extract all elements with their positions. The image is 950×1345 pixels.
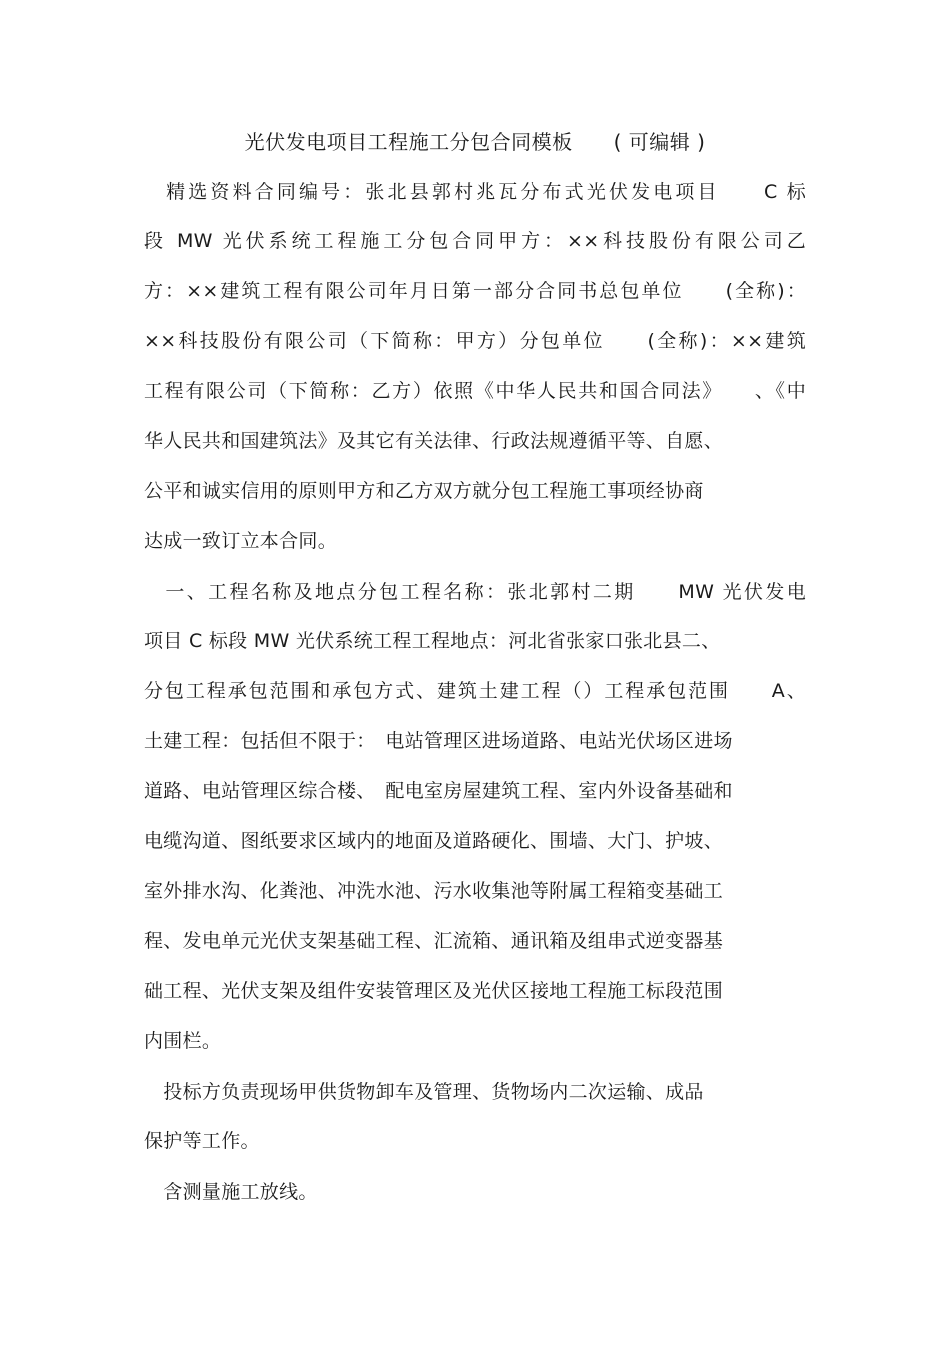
text-line: 道路、电站管理区综合楼、 配电室房屋建筑工程、室内外设备基础和 [144,780,733,802]
text-line: ××科技股份有限公司（下简称：甲方）分包单位 (全称)：××建筑 [144,330,806,352]
text-line: 达成一致订立本合同。 [144,530,338,552]
text-line: 含测量施工放线。 [144,1181,318,1203]
text-line: 段 MW 光伏系统工程施工分包合同甲方：××科技股份有限公司乙 [144,230,806,252]
text-line: 电缆沟道、图纸要求区域内的地面及道路硬化、围墙、大门、护坡、 [144,830,724,852]
text-line: 保护等工作。 [144,1130,260,1152]
text-line: 土建工程：包括但不限于： 电站管理区进场道路、电站光伏场区进场 [144,730,733,752]
text-line: 内围栏。 [144,1030,222,1052]
text-line: 项目 C 标段 MW 光伏系统工程工程地点：河北省张家口张北县二、 [144,630,721,652]
text-line: 分包工程承包范围和承包方式、建筑土建工程（）工程承包范围 A、 [144,680,806,702]
text-line: 一、工程名称及地点分包工程名称：张北郭村二期 MW 光伏发电 [144,581,806,603]
text-line: 公平和诚实信用的原则甲方和乙方双方就分包工程施工事项经协商 [144,480,704,502]
text-line: 室外排水沟、化粪池、冲洗水池、污水收集池等附属工程箱变基础工 [144,880,724,902]
text-line: 方：××建筑工程有限公司年月日第一部分合同书总包单位 (全称)： [144,280,806,302]
text-line: 投标方负责现场甲供货物卸车及管理、货物场内二次运输、成品 [144,1081,704,1103]
text-line: 工程有限公司（下简称：乙方）依照《中华人民共和国合同法》 、《中 [144,380,806,402]
text-line: 华人民共和国建筑法》及其它有关法律、行政法规遵循平等、自愿、 [144,430,724,452]
text-line: 础工程、光伏支架及组件安装管理区及光伏区接地工程施工标段范围 [144,980,724,1002]
document-title: 光伏发电项目工程施工分包合同模板 ( 可编辑 ) [244,130,706,154]
text-line: 程、发电单元光伏支架基础工程、汇流箱、通讯箱及组串式逆变器基 [144,930,724,952]
text-line: 精选资料合同编号：张北县郭村兆瓦分布式光伏发电项目 C 标 [144,181,806,203]
